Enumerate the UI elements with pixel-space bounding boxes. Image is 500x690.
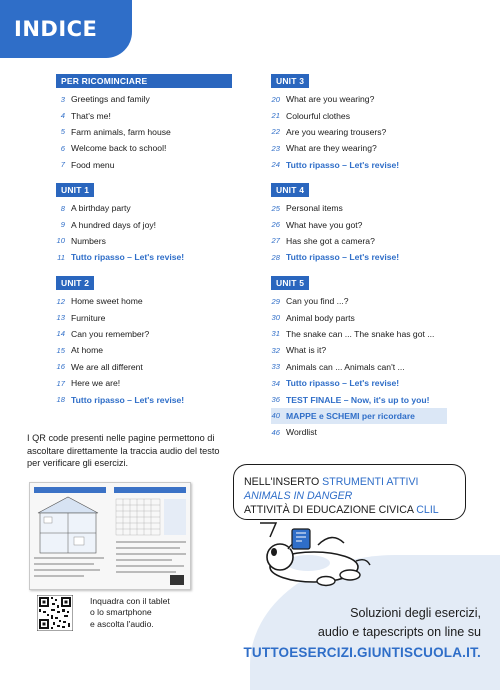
solutions-link[interactable]: TUTTOESERCIZI.GIUNTISCUOLA.IT. (243, 645, 481, 660)
item-title: TEST FINALE – Now, it's up to you! (286, 394, 430, 405)
index-header (0, 0, 132, 58)
page-number: 23 (271, 143, 280, 153)
toc-item-revision[interactable] (56, 249, 232, 265)
page-title: INDICE (14, 17, 98, 41)
page-number: 8 (60, 203, 65, 213)
item-title: Animals can ... Animals can't ... (286, 361, 405, 372)
toc-item[interactable] (56, 293, 232, 309)
toc-item-test[interactable] (271, 391, 447, 407)
toc-right-unit5 (271, 276, 447, 441)
item-title: A hundred days of joy! (71, 219, 157, 230)
toc-item[interactable] (56, 140, 232, 156)
page-number: 10 (56, 236, 65, 246)
page-number: 5 (60, 127, 65, 137)
page-number: 31 (271, 329, 280, 339)
page-number: 33 (271, 362, 280, 372)
toc-item[interactable] (271, 293, 447, 309)
toc-item[interactable] (271, 91, 447, 107)
toc-item[interactable] (56, 200, 232, 216)
item-title: Can you remember? (71, 328, 150, 339)
toc-item[interactable] (271, 342, 447, 358)
page-number: 28 (271, 252, 280, 262)
qr-caption-line: Inquadra con il tablet (90, 596, 170, 606)
page-number: 20 (271, 94, 280, 104)
item-title: Tutto ripasso – Let's revise! (286, 159, 400, 170)
page-number: 3 (60, 94, 65, 104)
qr-caption (90, 596, 230, 630)
page-number: 6 (60, 143, 65, 153)
toc-left-column (56, 74, 232, 173)
unit-header: UNIT 3 (271, 74, 309, 88)
unit-items (56, 200, 232, 266)
page-number: 11 (57, 252, 65, 262)
item-title: Can you find ...? (286, 296, 349, 307)
page-number: 16 (56, 362, 65, 372)
toc-item-maps[interactable] (271, 408, 447, 424)
page-number: 27 (271, 236, 280, 246)
toc-item[interactable] (56, 359, 232, 375)
item-title: Home sweet home (71, 296, 143, 307)
unit-items (271, 200, 447, 266)
page-number: 26 (271, 220, 280, 230)
unit-items (271, 91, 447, 173)
item-title: Tutto ripasso – Let's revise! (286, 252, 400, 263)
page-number: 25 (271, 203, 280, 213)
item-title: Greetings and family (71, 94, 150, 105)
toc-item[interactable] (271, 309, 447, 325)
callout-line-3 (244, 503, 465, 517)
toc-item-revision[interactable] (271, 157, 447, 173)
unit-header: UNIT 1 (56, 183, 94, 197)
item-title: Here we are! (71, 378, 121, 389)
solutions-line-2: audio e tapescripts on line su (317, 625, 481, 639)
unit-items (271, 293, 447, 441)
unit-items (56, 293, 232, 408)
page-number: 15 (56, 345, 65, 355)
toc-item[interactable] (56, 216, 232, 232)
toc-item[interactable] (56, 375, 232, 391)
item-title: What have you got? (286, 219, 363, 230)
page-number: 21 (271, 111, 280, 121)
callout-line-1 (244, 475, 465, 489)
worksheet-thumbnail-graphic (30, 483, 190, 589)
insert-callout (233, 464, 466, 520)
toc-item[interactable] (56, 124, 232, 140)
item-title: Wordlist (286, 427, 317, 438)
qr-code-icon[interactable] (37, 595, 73, 631)
toc-item[interactable] (271, 140, 447, 156)
page-number: 36 (271, 395, 280, 405)
toc-right-unit3 (271, 74, 447, 173)
item-title: Tutto ripasso – Let's revise! (71, 394, 185, 405)
qr-caption-line: o lo smartphone (90, 607, 152, 618)
page-number: 32 (271, 345, 280, 355)
page-number: 14 (56, 329, 65, 339)
item-title: MAPPE e SCHEMI per ricordare (286, 410, 415, 421)
page-number: 18 (56, 395, 65, 405)
item-title: What are you wearing? (286, 94, 375, 105)
item-title: At home (71, 345, 104, 356)
callout-highlight: CLIL (416, 504, 439, 516)
toc-item[interactable] (271, 200, 447, 216)
toc-item[interactable] (271, 124, 447, 140)
toc-left-unit2 (56, 276, 232, 408)
qr-caption-line: e ascolta l'audio. (90, 618, 154, 629)
toc-item[interactable] (271, 326, 447, 342)
item-title: Has she got a camera? (286, 235, 375, 246)
item-title: Food menu (71, 159, 115, 170)
unit-header: PER RICOMINCIARE (56, 74, 232, 88)
toc-item[interactable] (271, 359, 447, 375)
item-title: A birthday party (71, 203, 131, 214)
toc-item[interactable] (56, 107, 232, 123)
page-number: 40 (271, 411, 280, 421)
item-title: Tutto ripasso – Let's revise! (71, 252, 185, 263)
page-number: 9 (60, 220, 65, 230)
toc-item-revision[interactable] (271, 249, 447, 265)
item-title: Colourful clothes (286, 110, 351, 121)
unit-header: UNIT 2 (56, 276, 94, 290)
callout-text: NELL'INSERTO (244, 476, 323, 488)
page-number: 4 (60, 111, 65, 121)
item-title: Tutto ripasso – Let's revise! (286, 378, 400, 389)
toc-item[interactable] (271, 424, 447, 440)
item-title: Furniture (71, 312, 106, 323)
item-title: Are you wearing trousers? (286, 126, 387, 137)
item-title: What are they wearing? (286, 143, 377, 154)
qr-code-graphic (37, 595, 73, 631)
toc-item[interactable] (56, 233, 232, 249)
worksheet-thumbnail (29, 482, 191, 590)
callout-highlight: STRUMENTI ATTIVI (322, 476, 419, 488)
page-number: 34 (271, 378, 280, 388)
toc-item[interactable] (56, 157, 232, 173)
item-title: Personal items (286, 203, 343, 214)
item-title: That's me! (71, 110, 111, 121)
item-title: Animal body parts (286, 312, 355, 323)
unit-items (56, 91, 232, 173)
page-number: 7 (60, 160, 65, 170)
page-number: 30 (271, 313, 280, 323)
callout-line-2: ANIMALS IN DANGER (244, 490, 353, 502)
toc-item-revision[interactable] (56, 391, 232, 407)
toc-item[interactable] (56, 326, 232, 342)
toc-item[interactable] (56, 91, 232, 107)
toc-item[interactable] (271, 233, 447, 249)
unit-header: UNIT 4 (271, 183, 309, 197)
page-number: 17 (56, 378, 65, 388)
toc-item[interactable] (56, 309, 232, 325)
qr-info-text: I QR code presenti nelle pagine permettono di ascoltare direttamente la traccia audio del testo per verificare gli esercizi. (27, 433, 220, 468)
callout-text: ATTIVITÀ DI EDUCAZIONE CIVICA (244, 504, 417, 516)
page-number: 24 (271, 160, 280, 170)
toc-item[interactable] (271, 107, 447, 123)
page-number: 22 (271, 127, 280, 137)
item-title: Farm animals, farm house (71, 126, 171, 137)
toc-right-unit4 (271, 183, 447, 266)
item-title: The snake can ... The snake has got ... (286, 328, 435, 339)
page-number: 13 (56, 313, 65, 323)
page-number: 46 (271, 427, 280, 437)
toc-item[interactable] (271, 216, 447, 232)
solutions-line-1: Soluzioni degli esercizi, (350, 606, 481, 620)
item-title: Numbers (71, 235, 106, 246)
item-title: We are all different (71, 361, 143, 372)
page-number: 12 (56, 296, 65, 306)
toc-item-revision[interactable] (271, 375, 447, 391)
item-title: Welcome back to school! (71, 143, 167, 154)
toc-item[interactable] (56, 342, 232, 358)
toc-left-unit1 (56, 183, 232, 266)
item-title: What is it? (286, 345, 327, 356)
page-number: 29 (271, 296, 280, 306)
cartoon-dog-icon (252, 519, 382, 591)
unit-header: UNIT 5 (271, 276, 309, 290)
